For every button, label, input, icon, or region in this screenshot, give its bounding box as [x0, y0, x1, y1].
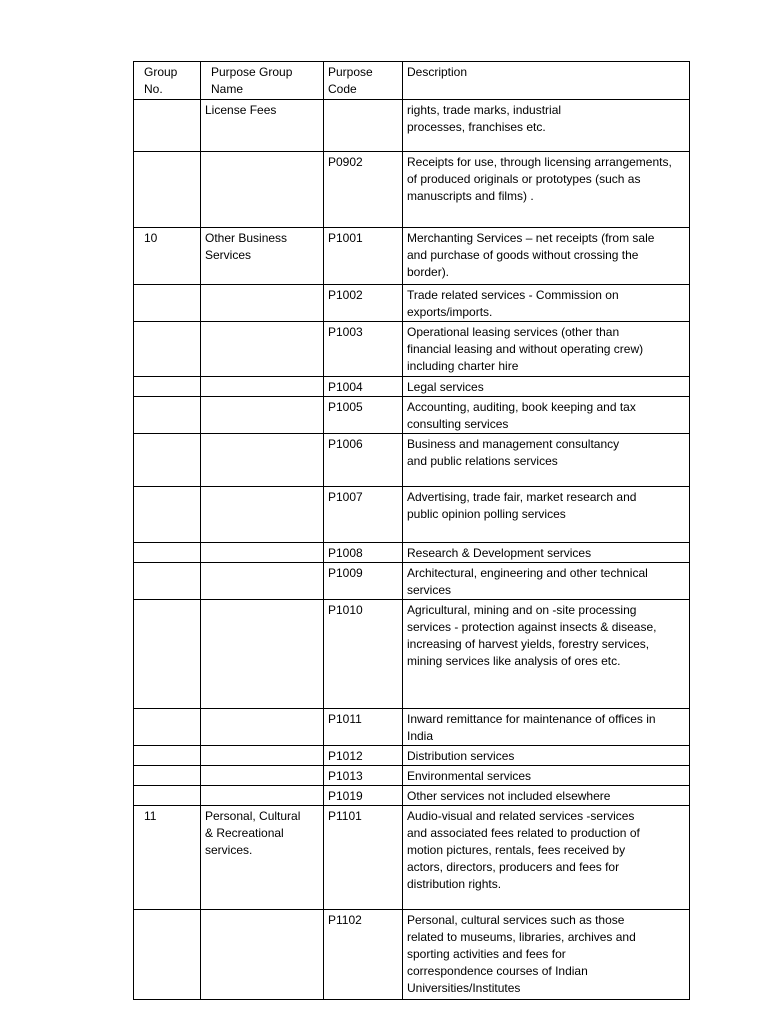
group-no-cell — [134, 786, 201, 806]
purpose-code-cell — [324, 600, 403, 709]
description-cell — [403, 397, 690, 434]
group-no-cell-text: 11 — [144, 809, 157, 823]
group-no-cell — [134, 377, 201, 397]
description-cell — [403, 709, 690, 746]
purpose-code-cell — [324, 322, 403, 377]
group-no-cell — [134, 563, 201, 600]
purpose-group-name-cell — [201, 709, 324, 746]
group-no-cell — [134, 806, 201, 910]
table-row — [134, 786, 690, 806]
purpose-code-cell-text: P1009 — [328, 566, 363, 580]
purpose-group-name-cell — [201, 543, 324, 563]
table-row — [134, 766, 690, 786]
purpose-code-cell — [324, 563, 403, 600]
purpose-group-name-cell — [201, 152, 324, 228]
table-row — [134, 600, 690, 709]
purpose-code-cell-text: P1013 — [328, 769, 363, 783]
purpose-group-name-cell — [201, 434, 324, 487]
description-cell — [403, 228, 690, 285]
purpose-group-name-cell-text: Other Business Services — [205, 231, 288, 262]
group-no-cell — [134, 543, 201, 563]
description-cell-text: Receipts for use, through licensing arrangements, of produced originals or prototypes (such as manuscripts and films) . — [407, 155, 672, 203]
purpose-code-cell — [324, 487, 403, 543]
group-no-cell — [134, 100, 201, 152]
header-purpose-code: Purpose Code — [324, 62, 403, 100]
description-cell — [403, 434, 690, 487]
description-cell-text: Personal, cultural services such as those related to museums, libraries, archives and sporting activities and fees for correspondence courses of Indian Universities/Institutes — [407, 913, 636, 995]
group-no-cell — [134, 910, 201, 1000]
purpose-code-table — [133, 61, 690, 1000]
purpose-group-name-cell-text: Personal, Cultural & Recreational services. — [205, 809, 301, 857]
description-cell-text: Advertising, trade fair, market research and public opinion polling services — [407, 490, 637, 521]
purpose-code-cell-text: P1001 — [328, 231, 363, 245]
table-row — [134, 397, 690, 434]
description-cell — [403, 910, 690, 1000]
description-cell — [403, 285, 690, 322]
table-row — [134, 709, 690, 746]
purpose-code-cell-text: P1004 — [328, 380, 363, 394]
description-cell-text: Accounting, auditing, book keeping and tax consulting services — [407, 400, 636, 431]
purpose-code-cell — [324, 397, 403, 434]
purpose-group-name-cell-text: License Fees — [205, 103, 277, 117]
table-header-row — [134, 62, 690, 100]
description-cell — [403, 746, 690, 766]
description-cell-text: Architectural, engineering and other technical services — [407, 566, 648, 597]
purpose-group-name-cell — [201, 487, 324, 543]
description-cell-text: Audio-visual and related services -services and associated fees related to production of motion pictures, rentals, fees received by actors, directors, producers and fees for distribution rights. — [407, 809, 640, 891]
table-row — [134, 322, 690, 377]
table-row — [134, 285, 690, 322]
table-row — [134, 487, 690, 543]
description-cell — [403, 487, 690, 543]
group-no-cell — [134, 228, 201, 285]
purpose-code-cell-text: P1102 — [328, 913, 362, 927]
purpose-code-cell — [324, 100, 403, 152]
group-no-cell — [134, 285, 201, 322]
table-row — [134, 228, 690, 285]
description-cell-text: Trade related services - Commission on exports/imports. — [407, 288, 619, 319]
group-no-cell — [134, 746, 201, 766]
purpose-group-name-cell — [201, 563, 324, 600]
group-no-cell — [134, 600, 201, 709]
header-purpose-group-name: Purpose Group Name — [201, 62, 324, 100]
table-row — [134, 434, 690, 487]
purpose-code-cell — [324, 786, 403, 806]
table-body — [134, 100, 690, 1000]
purpose-code-cell-text: P1007 — [328, 490, 363, 504]
purpose-group-name-cell — [201, 322, 324, 377]
group-no-cell — [134, 766, 201, 786]
purpose-code-cell — [324, 434, 403, 487]
purpose-code-cell — [324, 377, 403, 397]
purpose-code-cell — [324, 806, 403, 910]
table-row — [134, 152, 690, 228]
description-cell — [403, 766, 690, 786]
purpose-code-cell — [324, 910, 403, 1000]
purpose-group-name-cell — [201, 285, 324, 322]
description-cell — [403, 152, 690, 228]
header-group-no: Group No. — [134, 62, 201, 100]
description-cell — [403, 563, 690, 600]
table-row — [134, 543, 690, 563]
purpose-code-cell — [324, 228, 403, 285]
description-cell-text: Operational leasing services (other than financial leasing and without operating crew) including charter hire — [407, 325, 644, 373]
purpose-code-cell-text: P1006 — [328, 437, 363, 451]
purpose-group-name-cell — [201, 600, 324, 709]
description-cell — [403, 100, 690, 152]
table-row — [134, 910, 690, 1000]
purpose-group-name-cell — [201, 397, 324, 434]
purpose-code-cell-text: P0902 — [328, 155, 363, 169]
purpose-code-cell — [324, 543, 403, 563]
description-cell-text: Business and management consultancy and public relations services — [407, 437, 620, 468]
table-row — [134, 746, 690, 766]
group-no-cell — [134, 397, 201, 434]
description-cell — [403, 322, 690, 377]
description-cell — [403, 600, 690, 709]
description-cell-text: Legal services — [407, 380, 484, 394]
header-description: Description — [403, 62, 690, 100]
group-no-cell — [134, 434, 201, 487]
purpose-group-name-cell — [201, 910, 324, 1000]
purpose-group-name-cell — [201, 746, 324, 766]
purpose-code-cell — [324, 285, 403, 322]
group-no-cell — [134, 487, 201, 543]
purpose-group-name-cell — [201, 806, 324, 910]
purpose-group-name-cell — [201, 766, 324, 786]
table-row — [134, 100, 690, 152]
description-cell-text: Distribution services — [407, 749, 515, 763]
purpose-code-cell — [324, 152, 403, 228]
description-cell-text: Other services not included elsewhere — [407, 789, 611, 803]
purpose-group-name-cell — [201, 100, 324, 152]
group-no-cell-text: 10 — [144, 231, 158, 245]
table-row — [134, 377, 690, 397]
description-cell-text: Research & Development services — [407, 546, 592, 560]
purpose-code-cell-text: P1008 — [328, 546, 363, 560]
purpose-code-cell-text: P1011 — [328, 712, 362, 726]
description-cell-text: Agricultural, mining and on -site processing services - protection against insects & disease, increasing of harvest yields, forestry services, mining services like analysis of ores etc. — [407, 603, 657, 668]
description-cell-text: Environmental services — [407, 769, 532, 783]
group-no-cell — [134, 322, 201, 377]
table-row — [134, 563, 690, 600]
purpose-code-cell — [324, 766, 403, 786]
purpose-group-name-cell — [201, 377, 324, 397]
description-cell — [403, 377, 690, 397]
purpose-code-cell-text: P1003 — [328, 325, 363, 339]
description-cell — [403, 786, 690, 806]
description-cell — [403, 806, 690, 910]
description-cell-text: rights, trade marks, industrial processes, franchises etc. — [407, 103, 562, 134]
purpose-code-cell-text: P1002 — [328, 288, 363, 302]
description-cell — [403, 543, 690, 563]
description-cell-text: Merchanting Services – net receipts (from sale and purchase of goods without crossing the border). — [407, 231, 655, 279]
table-row — [134, 806, 690, 910]
purpose-code-cell — [324, 709, 403, 746]
purpose-group-name-cell — [201, 786, 324, 806]
purpose-code-cell-text: P1101 — [328, 809, 362, 823]
purpose-group-name-cell — [201, 228, 324, 285]
purpose-code-cell-text: P1019 — [328, 789, 363, 803]
description-cell-text: Inward remittance for maintenance of offices in India — [407, 712, 656, 743]
purpose-code-cell-text: P1010 — [328, 603, 363, 617]
group-no-cell — [134, 709, 201, 746]
purpose-code-cell-text: P1005 — [328, 400, 363, 414]
group-no-cell — [134, 152, 201, 228]
purpose-code-cell — [324, 746, 403, 766]
purpose-code-cell-text: P1012 — [328, 749, 363, 763]
